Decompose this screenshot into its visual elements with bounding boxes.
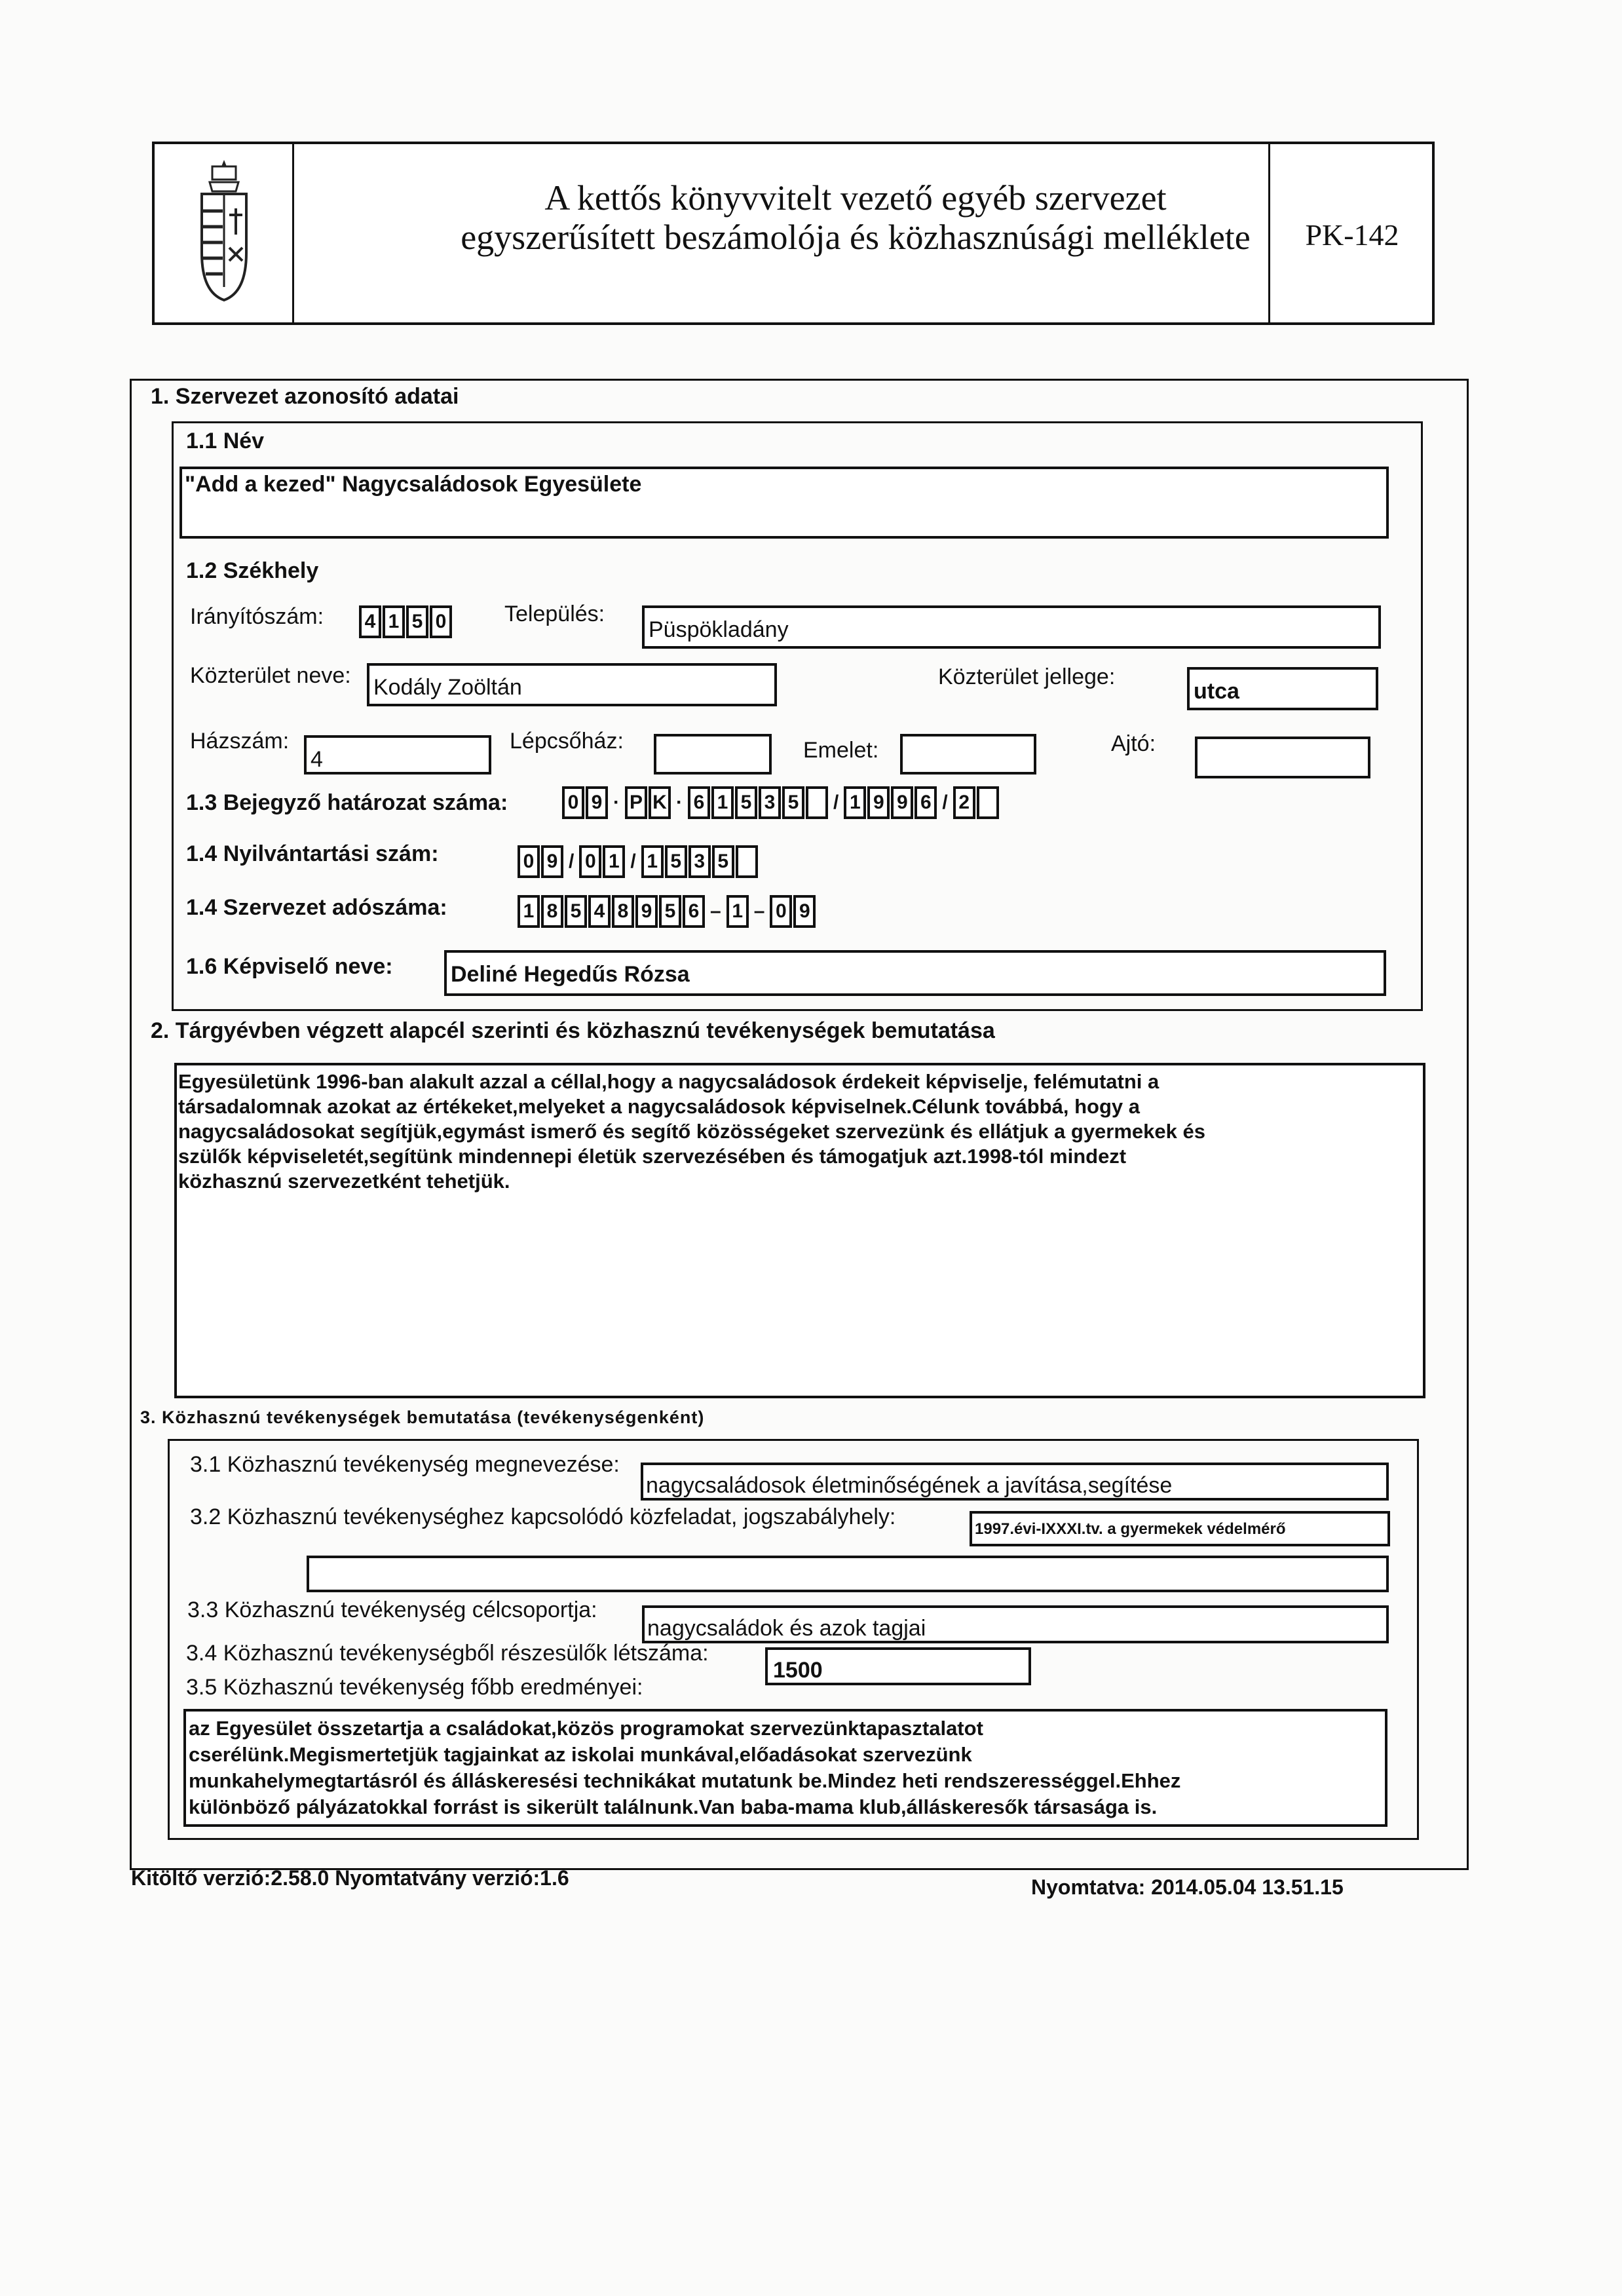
street-type-value: utca [1194,679,1239,704]
digit-cell[interactable]: 3 [759,786,781,819]
section2-title: 2. Tárgyévben végzett alapcél szerinti és közhasznú tevékenységek bemutatása [151,1018,995,1043]
section2-field[interactable] [174,1063,1425,1398]
digit-cell[interactable]: 0 [770,895,792,928]
digit-cell[interactable]: 0 [430,605,452,638]
digit-cell[interactable]: K [649,786,671,819]
reg-decision-field[interactable]: 0 9 · P K · 6 1 5 3 5 / 1 9 9 6 / 2 [562,786,999,819]
digit-cell[interactable]: 1 [844,786,866,819]
digit-cell[interactable]: 6 [915,786,937,819]
digit-cell[interactable]: 5 [565,895,587,928]
title-line-2: egyszerűsített beszámolója és közhasznúsági melléklete [461,218,1251,257]
street-type-label: Közterület jellege: [938,664,1116,689]
name-label: 1.1 Név [186,429,265,453]
results-line: az Egyesület összetartja a családokat,közös programokat szervezünktapasztalatot [189,1717,983,1740]
results-line: különböző pályázatokkal forrást is sikerült találnunk.Van baba-mama klub,álláskeresők társasága is. [189,1795,1158,1818]
registry-field[interactable]: 0 9 / 0 1 / 1 5 3 5 [518,845,758,878]
rep-value: Deliné Hegedűs Rózsa [451,962,690,987]
form-header [152,142,1435,325]
results-label: 3.5 Közhasznú tevékenység főbb eredményei: [186,1675,643,1700]
section2-line: Egyesületünk 1996-ban alakult azzal a céllal,hogy a nagycsaládosok érdekeit képviselje, felémutatni a [178,1070,1160,1093]
section3-title: 3. Közhasznú tevékenységek bemutatása (tevékenységenként) [140,1407,705,1427]
house-field[interactable] [304,735,491,775]
digit-cell[interactable]: 8 [612,895,634,928]
street-field[interactable] [367,663,777,706]
section2-line: nagycsaládosokat segítjük,egymást ismerő és segítő közösségeket szervezünk és ellátjuk a gyermekek és [178,1120,1205,1143]
public-task-field-2[interactable] [307,1556,1389,1592]
form-code: PK-142 [1305,218,1399,252]
zip-field[interactable] [359,605,452,638]
results-line: munkahelymegtartásról és álláskeresési technikákat mutatunk be.Mindez heti rendszerességgel.Ehhez [189,1769,1181,1792]
activity-field[interactable] [641,1463,1389,1501]
stair-field[interactable] [654,734,772,775]
digit-cell[interactable]: 9 [793,895,816,928]
digit-cell[interactable]: 9 [867,786,890,819]
digit-cell[interactable]: 0 [562,786,584,819]
target-field[interactable] [642,1605,1389,1643]
section2-text [178,1069,1205,1194]
house-value: 4 [311,747,323,772]
tax-label: 1.4 Szervezet adószáma: [186,895,447,920]
rep-field[interactable] [444,950,1386,996]
results-field[interactable] [183,1709,1387,1827]
stair-label: Lépcsőház: [510,729,624,754]
digit-cell[interactable]: 9 [891,786,913,819]
digit-cell[interactable]: 3 [688,845,711,878]
tax-field[interactable]: 1 8 5 4 8 9 5 6 – 1 – 0 9 [518,895,816,928]
rep-label: 1.6 Képviselő neve: [186,954,393,979]
footer-printed: Nyomtatva: 2014.05.04 13.51.15 [1031,1875,1344,1899]
digit-cell[interactable]: 5 [782,786,804,819]
door-label: Ajtó: [1111,731,1156,756]
floor-label: Emelet: [803,738,879,763]
section2-line: közhasznú szervezetként tehetjük. [178,1170,510,1193]
public-task-value: 1997.évi-IXXXI.tv. a gyermekek védelmérő [975,1520,1286,1538]
digit-cell[interactable]: 2 [953,786,975,819]
emblem-cell [155,144,294,322]
activity-label: 3.1 Közhasznú tevékenység megnevezése: [190,1452,620,1477]
beneficiaries-value: 1500 [773,1658,823,1683]
digit-cell[interactable]: 5 [665,845,687,878]
digit-cell[interactable]: 6 [688,786,710,819]
digit-cell[interactable]: 1 [711,786,734,819]
floor-field[interactable] [900,734,1036,775]
door-field[interactable] [1195,737,1370,778]
section1-title: 1. Szervezet azonosító adatai [151,384,459,409]
digit-cell[interactable]: 9 [586,786,608,819]
house-label: Házszám: [190,729,290,754]
name-value: "Add a kezed" Nagycsaládosok Egyesülete [185,472,642,497]
digit-cell[interactable]: 8 [541,895,563,928]
activity-value: nagycsaládosok életminőségének a javítása,segítése [646,1473,1173,1498]
seat-label: 1.2 Székhely [186,558,319,583]
results-text [189,1715,1180,1820]
digit-cell[interactable]: 4 [359,605,381,638]
street-type-field[interactable] [1187,667,1378,710]
form-code-cell [1268,144,1434,322]
name-field[interactable] [179,467,1389,539]
digit-cell[interactable] [977,786,999,819]
section2-line: társadalomnak azokat az értékeket,melyeket a nagycsaládosok képviselnek.Célunk továbbá, hogy a [178,1095,1140,1118]
zip-label: Irányítószám: [190,604,324,629]
beneficiaries-label: 3.4 Közhasznú tevékenységből részesülők létszáma: [186,1641,709,1666]
header-title [292,178,1419,257]
digit-cell[interactable] [806,786,828,819]
digit-cell[interactable] [736,845,758,878]
digit-cell[interactable]: 0 [518,845,540,878]
digit-cell[interactable]: 5 [659,895,681,928]
digit-cell[interactable]: 1 [641,845,664,878]
target-label: 3.3 Közhasznú tevékenység célcsoportja: [187,1598,597,1622]
digit-cell[interactable]: 1 [603,845,625,878]
reg-decision-label: 1.3 Bejegyző határozat száma: [186,790,508,815]
target-value: nagycsaládok és azok tagjai [647,1616,926,1641]
footer-version: Kitöltő verzió:2.58.0 Nyomtatvány verzió:1.6 [131,1866,569,1890]
public-task-field[interactable] [970,1511,1390,1546]
results-line: cserélünk.Megismertetjük tagjainkat az iskolai munkával,előadásokat szervezünk [189,1743,972,1766]
public-task-label: 3.2 Közhasznú tevékenységhez kapcsolódó közfeladat, jogszabályhely: [190,1504,896,1529]
title-line-1: A kettős könyvvitelt vezető egyéb szervezet [544,178,1167,218]
street-value: Kodály Zoöltán [373,675,522,700]
digit-cell[interactable]: 1 [518,895,540,928]
digit-cell[interactable]: 9 [541,845,563,878]
digit-cell[interactable]: 5 [406,605,428,638]
digit-cell[interactable]: 4 [588,895,611,928]
digit-cell[interactable]: 1 [383,605,405,638]
digit-cell[interactable]: P [625,786,647,819]
digit-cell[interactable]: 6 [683,895,705,928]
beneficiaries-field[interactable] [765,1647,1031,1685]
digit-cell[interactable]: 5 [735,786,757,819]
digit-cell[interactable]: 9 [635,895,658,928]
hungarian-coat-of-arms-icon [193,156,255,307]
city-field[interactable] [642,605,1381,649]
section2-line: szülők képviseletét,segítünk mindennepi életük szervezésében és támogatjuk azt.1998-tól mindezt [178,1145,1127,1168]
city-value: Püspökladány [649,617,789,642]
registry-label: 1.4 Nyilvántartási szám: [186,841,439,866]
digit-cell[interactable]: 0 [579,845,601,878]
street-label: Közterület neve: [190,663,351,688]
digit-cell[interactable]: 1 [726,895,749,928]
city-label: Település: [504,602,605,626]
digit-cell[interactable]: 5 [712,845,734,878]
